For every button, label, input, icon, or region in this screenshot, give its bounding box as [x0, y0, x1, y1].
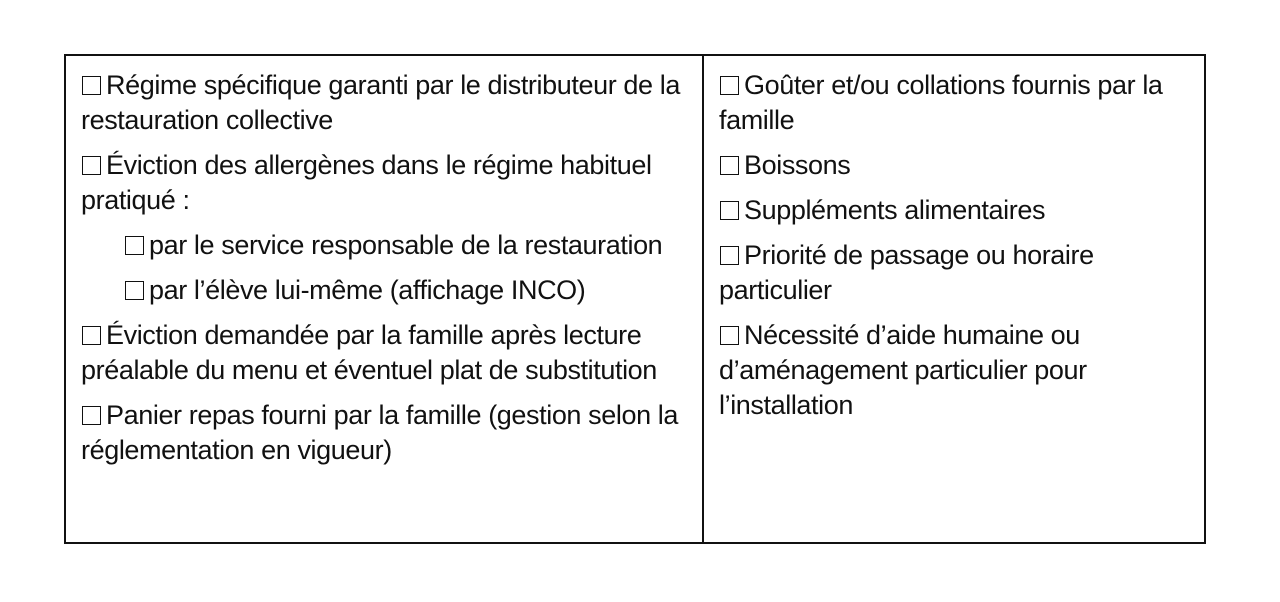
option-eviction-allergenes[interactable]: [81, 148, 688, 218]
checkbox-icon[interactable]: [720, 246, 739, 265]
options-table: [64, 54, 1206, 544]
option-label: Nécessité d’aide humaine ou d’aménagement particulier pour l’installation: [719, 320, 1087, 420]
checkbox-icon[interactable]: [82, 76, 101, 95]
checkbox-icon[interactable]: [82, 406, 101, 425]
checkbox-icon[interactable]: [720, 201, 739, 220]
option-label: Suppléments alimentaires: [744, 195, 1046, 225]
left-column: [66, 56, 704, 542]
checkbox-icon[interactable]: [720, 156, 739, 175]
checkbox-icon[interactable]: [125, 236, 144, 255]
option-supplements[interactable]: [719, 193, 1190, 228]
option-regime-specifique[interactable]: [81, 68, 688, 138]
option-label: Panier repas fourni par la famille (gestion selon la réglementation en vigueur): [81, 400, 679, 465]
checkbox-icon[interactable]: [82, 156, 101, 175]
checkbox-icon[interactable]: [82, 326, 101, 345]
option-label: Priorité de passage ou horaire particulier: [719, 240, 1094, 305]
option-par-service[interactable]: [81, 228, 688, 263]
option-par-eleve[interactable]: [81, 273, 688, 308]
option-priorite-passage[interactable]: [719, 238, 1190, 308]
option-label: Éviction demandée par la famille après lecture préalable du menu et éventuel plat de substitution: [81, 320, 657, 385]
option-eviction-famille[interactable]: [81, 318, 688, 388]
right-column: [704, 56, 1204, 542]
option-label: Régime spécifique garanti par le distributeur de la restauration collective: [81, 70, 680, 135]
checkbox-icon[interactable]: [720, 76, 739, 95]
option-label: par le service responsable de la restauration: [149, 230, 663, 260]
option-gouter[interactable]: [719, 68, 1190, 138]
option-label: Boissons: [744, 150, 851, 180]
checkbox-icon[interactable]: [720, 326, 739, 345]
option-label: Goûter et/ou collations fournis par la famille: [719, 70, 1163, 135]
checkbox-icon[interactable]: [125, 281, 144, 300]
option-aide-humaine[interactable]: [719, 318, 1190, 423]
option-label: Éviction des allergènes dans le régime habituel pratiqué :: [81, 150, 652, 215]
option-boissons[interactable]: [719, 148, 1190, 183]
option-label: par l’élève lui-même (affichage INCO): [149, 275, 586, 305]
option-panier-repas[interactable]: [81, 398, 688, 468]
